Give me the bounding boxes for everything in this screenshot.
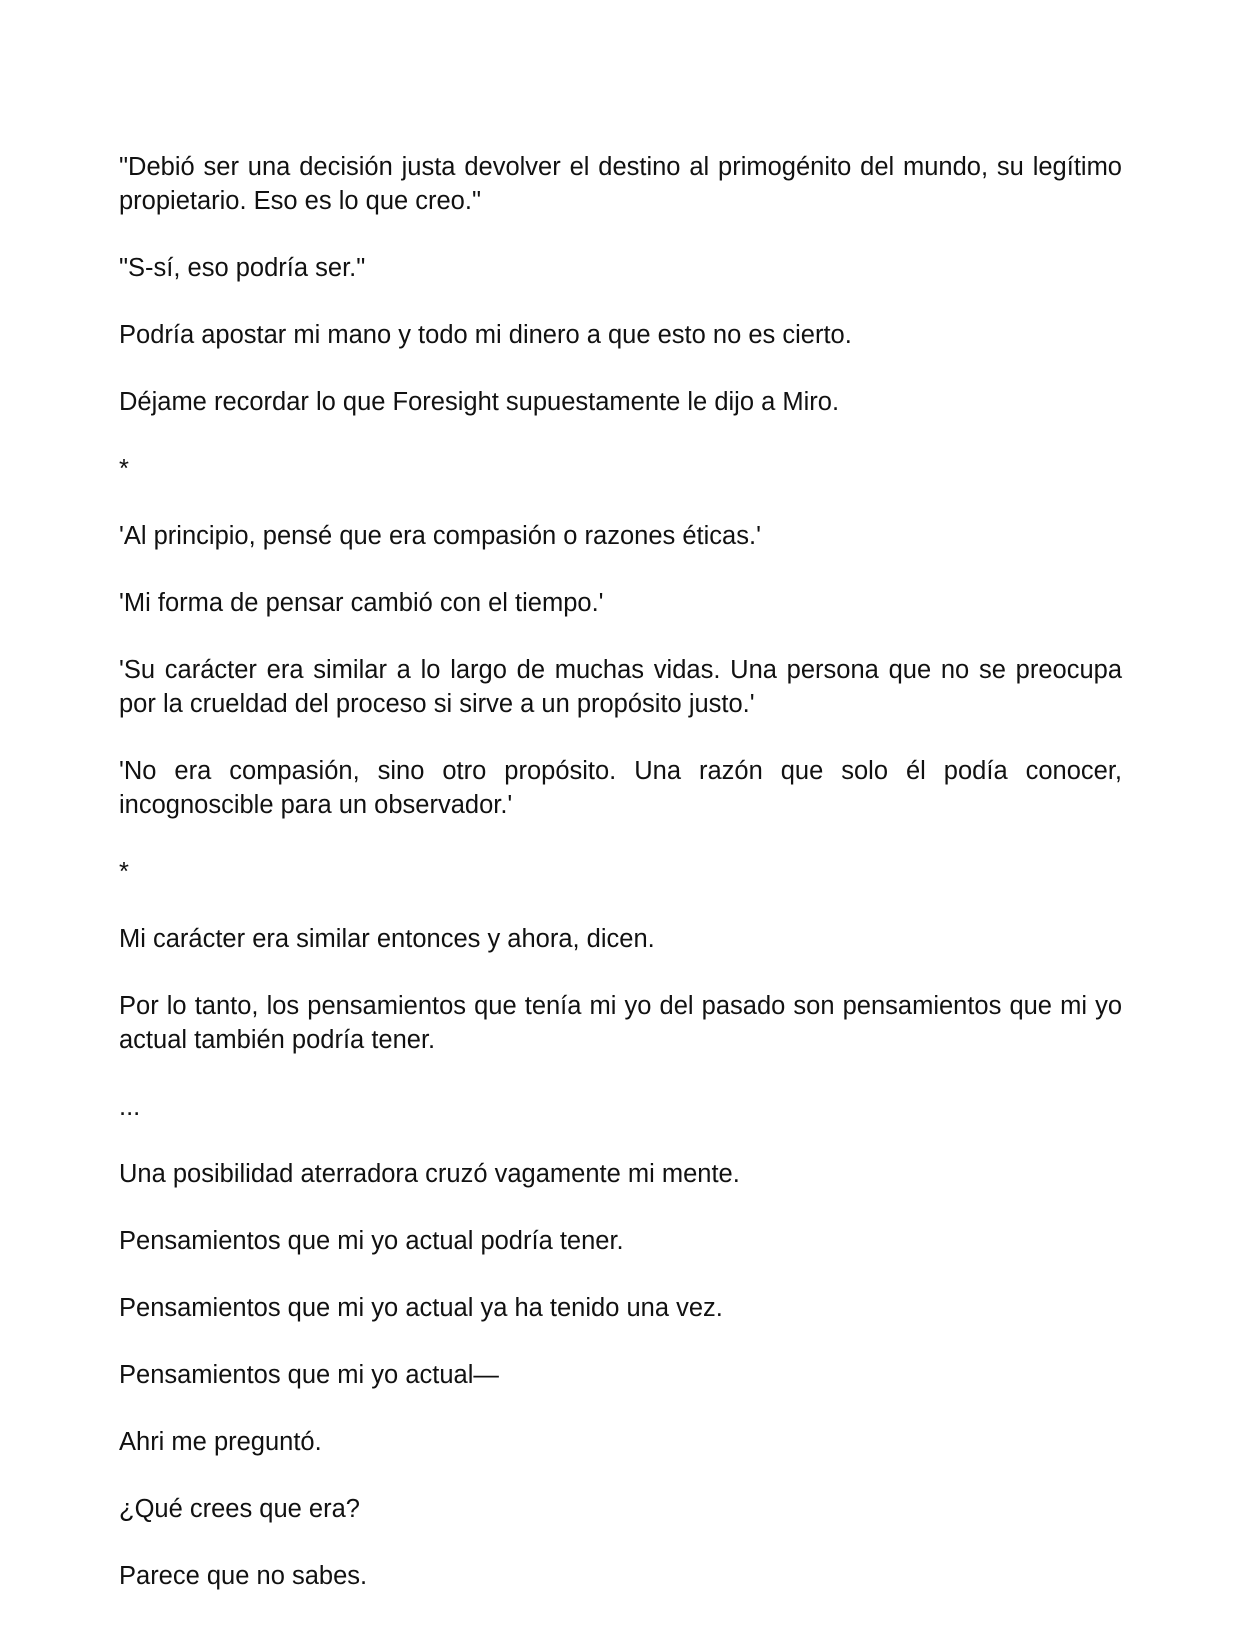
paragraph-20: Parece que no sabes.	[119, 1562, 368, 1590]
paragraph-3: Podría apostar mi mano y todo mi dinero a que esto no es cierto.	[119, 321, 852, 349]
paragraph-15: Pensamientos que mi yo actual podría tener.	[119, 1227, 624, 1255]
paragraph-8: 'Su carácter era similar a lo largo de muchas vidas. Una persona que no se preocupa por la crueldad del proceso si sirve a un propósito justo.'	[119, 656, 1122, 718]
paragraph-17: Pensamientos que mi yo actual—	[119, 1361, 499, 1389]
paragraph-14: Una posibilidad aterradora cruzó vagamente mi mente.	[119, 1160, 740, 1188]
scene-break-1: *	[119, 455, 129, 483]
scene-break-2: *	[119, 858, 129, 886]
paragraph-4: Déjame recordar lo que Foresight supuestamente le dijo a Miro.	[119, 388, 840, 416]
paragraph-1: "Debió ser una decisión justa devolver el destino al primogénito del mundo, su legítimo propietario. Eso es lo que creo."	[119, 153, 1122, 215]
paragraph-16: Pensamientos que mi yo actual ya ha tenido una vez.	[119, 1294, 723, 1322]
paragraph-11: Mi carácter era similar entonces y ahora, dicen.	[119, 925, 655, 953]
paragraph-9: 'No era compasión, sino otro propósito. Una razón que solo él podía conocer, incognoscible para un observador.'	[119, 757, 1122, 819]
paragraph-12: Por lo tanto, los pensamientos que tenía mi yo del pasado son pensamientos que mi yo actual también podría tener.	[119, 992, 1122, 1054]
ellipsis-line: ...	[119, 1093, 141, 1121]
paragraph-7: 'Mi forma de pensar cambió con el tiempo.'	[119, 589, 604, 617]
paragraph-2: "S-sí, eso podría ser."	[119, 254, 366, 282]
paragraph-6: 'Al principio, pensé que era compasión o razones éticas.'	[119, 522, 761, 550]
paragraph-19: ¿Qué crees que era?	[119, 1495, 360, 1523]
paragraph-18: Ahri me preguntó.	[119, 1428, 322, 1456]
document-body	[119, 150, 1122, 1626]
